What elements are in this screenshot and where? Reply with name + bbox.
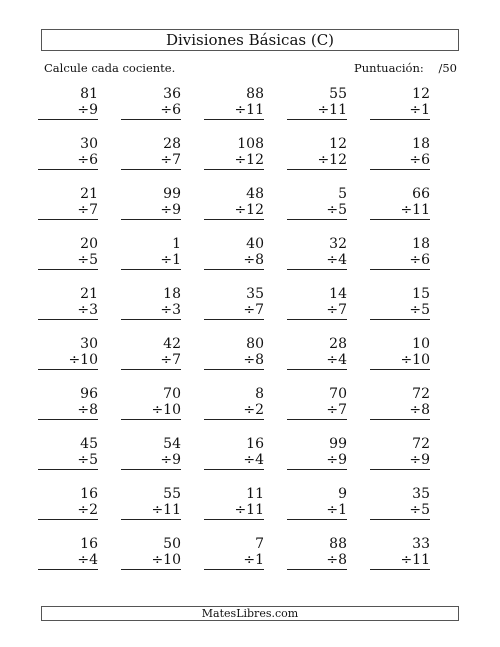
division-problem [287, 136, 347, 170]
dividend: 48 [246, 186, 264, 202]
dividend: 28 [329, 336, 347, 352]
dividend: 72 [412, 436, 430, 452]
division-problem [121, 286, 181, 320]
divisor: ÷3 [121, 302, 181, 320]
dividend: 108 [237, 136, 264, 152]
divisor: ÷10 [38, 352, 98, 370]
dividend: 72 [412, 386, 430, 402]
divisor: ÷3 [38, 302, 98, 320]
divisor: ÷5 [38, 452, 98, 470]
dividend: 88 [329, 536, 347, 552]
dividend: 80 [246, 336, 264, 352]
divisor: ÷1 [370, 102, 430, 120]
dividend: 81 [80, 86, 98, 102]
division-problem [38, 236, 98, 270]
dividend: 7 [255, 536, 264, 552]
divisor: ÷5 [370, 502, 430, 520]
division-problem [38, 386, 98, 420]
dividend: 1 [172, 236, 181, 252]
score-label: Puntuación: [354, 61, 424, 75]
divisor: ÷10 [121, 402, 181, 420]
dividend: 14 [329, 286, 347, 302]
divisor: ÷7 [204, 302, 264, 320]
dividend: 8 [255, 386, 264, 402]
division-problem [38, 336, 98, 370]
divisor: ÷2 [38, 502, 98, 520]
divisor: ÷7 [287, 302, 347, 320]
division-problem [287, 386, 347, 420]
dividend: 12 [329, 136, 347, 152]
divisor: ÷11 [204, 102, 264, 120]
divisor: ÷1 [204, 552, 264, 570]
divisor: ÷9 [38, 102, 98, 120]
division-problem [287, 436, 347, 470]
division-problem [287, 186, 347, 220]
divisor: ÷10 [370, 352, 430, 370]
dividend: 55 [163, 486, 181, 502]
dividend: 55 [329, 86, 347, 102]
divisor: ÷9 [121, 202, 181, 220]
dividend: 10 [412, 336, 430, 352]
division-problem [204, 86, 264, 120]
divisor: ÷6 [38, 152, 98, 170]
dividend: 33 [412, 536, 430, 552]
divisor: ÷2 [204, 402, 264, 420]
instructions-text: Calcule cada cociente. [44, 61, 176, 75]
division-problem [121, 436, 181, 470]
division-problem [38, 186, 98, 220]
division-problem [38, 536, 98, 570]
division-problem [287, 286, 347, 320]
divisor: ÷8 [204, 252, 264, 270]
division-problem [38, 136, 98, 170]
dividend: 70 [329, 386, 347, 402]
divisor: ÷7 [287, 402, 347, 420]
division-problem [287, 86, 347, 120]
dividend: 32 [329, 236, 347, 252]
division-problem [38, 486, 98, 520]
divisor: ÷9 [370, 452, 430, 470]
divisor: ÷7 [121, 352, 181, 370]
division-problem [370, 336, 430, 370]
dividend: 9 [338, 486, 347, 502]
division-problem [204, 336, 264, 370]
division-problem [204, 136, 264, 170]
divisor: ÷8 [370, 402, 430, 420]
division-problem [204, 386, 264, 420]
division-problem [121, 236, 181, 270]
division-problem [370, 386, 430, 420]
dividend: 16 [246, 436, 264, 452]
divisor: ÷4 [38, 552, 98, 570]
dividend: 30 [80, 336, 98, 352]
dividend: 12 [412, 86, 430, 102]
dividend: 16 [80, 536, 98, 552]
division-problem [38, 86, 98, 120]
division-problem [38, 286, 98, 320]
division-problem [204, 236, 264, 270]
divisor: ÷9 [121, 452, 181, 470]
divisor: ÷11 [204, 502, 264, 520]
division-problem [370, 236, 430, 270]
divisor: ÷12 [204, 152, 264, 170]
divisor: ÷4 [287, 252, 347, 270]
divisor: ÷6 [370, 152, 430, 170]
dividend: 96 [80, 386, 98, 402]
divisor: ÷7 [38, 202, 98, 220]
divisor: ÷12 [287, 152, 347, 170]
division-problem [204, 486, 264, 520]
dividend: 88 [246, 86, 264, 102]
dividend: 18 [412, 236, 430, 252]
dividend: 11 [246, 486, 264, 502]
division-problem [204, 286, 264, 320]
divisor: ÷5 [38, 252, 98, 270]
dividend: 35 [412, 486, 430, 502]
dividend: 18 [412, 136, 430, 152]
divisor: ÷11 [121, 502, 181, 520]
dividend: 99 [329, 436, 347, 452]
division-problem [121, 536, 181, 570]
divisor: ÷4 [287, 352, 347, 370]
divisor: ÷7 [121, 152, 181, 170]
dividend: 21 [80, 186, 98, 202]
worksheet-title: Divisiones Básicas (C) [165, 31, 335, 49]
footer-box [41, 606, 459, 621]
division-problem [121, 486, 181, 520]
division-problem [287, 536, 347, 570]
dividend: 16 [80, 486, 98, 502]
divisor: ÷11 [370, 552, 430, 570]
divisor: ÷8 [38, 402, 98, 420]
division-problem [121, 136, 181, 170]
dividend: 70 [163, 386, 181, 402]
division-problem [121, 86, 181, 120]
divisor: ÷1 [121, 252, 181, 270]
division-problem [370, 536, 430, 570]
division-problem [370, 136, 430, 170]
divisor: ÷11 [287, 102, 347, 120]
footer-site-name: MatesLibres.com [201, 607, 299, 620]
dividend: 18 [163, 286, 181, 302]
dividend: 40 [246, 236, 264, 252]
divisor: ÷8 [287, 552, 347, 570]
divisor: ÷12 [204, 202, 264, 220]
dividend: 28 [163, 136, 181, 152]
dividend: 15 [412, 286, 430, 302]
division-problem [287, 486, 347, 520]
division-problem [370, 436, 430, 470]
dividend: 45 [80, 436, 98, 452]
dividend: 50 [163, 536, 181, 552]
divisor: ÷5 [287, 202, 347, 220]
score-total: /50 [438, 61, 457, 75]
dividend: 21 [80, 286, 98, 302]
division-problem [370, 186, 430, 220]
division-problem [121, 336, 181, 370]
division-problem [204, 186, 264, 220]
dividend: 35 [246, 286, 264, 302]
dividend: 20 [80, 236, 98, 252]
dividend: 30 [80, 136, 98, 152]
divisor: ÷1 [287, 502, 347, 520]
dividend: 54 [163, 436, 181, 452]
division-problem [204, 536, 264, 570]
division-problem [121, 386, 181, 420]
divisor: ÷10 [121, 552, 181, 570]
division-problem [287, 336, 347, 370]
division-problem [370, 286, 430, 320]
division-problem [38, 436, 98, 470]
division-problem [287, 236, 347, 270]
dividend: 5 [338, 186, 347, 202]
dividend: 66 [412, 186, 430, 202]
division-problem [204, 436, 264, 470]
division-problem [370, 486, 430, 520]
division-problem [370, 86, 430, 120]
divisor: ÷11 [370, 202, 430, 220]
divisor: ÷9 [287, 452, 347, 470]
divisor: ÷5 [370, 302, 430, 320]
division-problem [121, 186, 181, 220]
dividend: 99 [163, 186, 181, 202]
divisor: ÷6 [121, 102, 181, 120]
divisor: ÷6 [370, 252, 430, 270]
dividend: 42 [163, 336, 181, 352]
divisor: ÷4 [204, 452, 264, 470]
dividend: 36 [163, 86, 181, 102]
divisor: ÷8 [204, 352, 264, 370]
